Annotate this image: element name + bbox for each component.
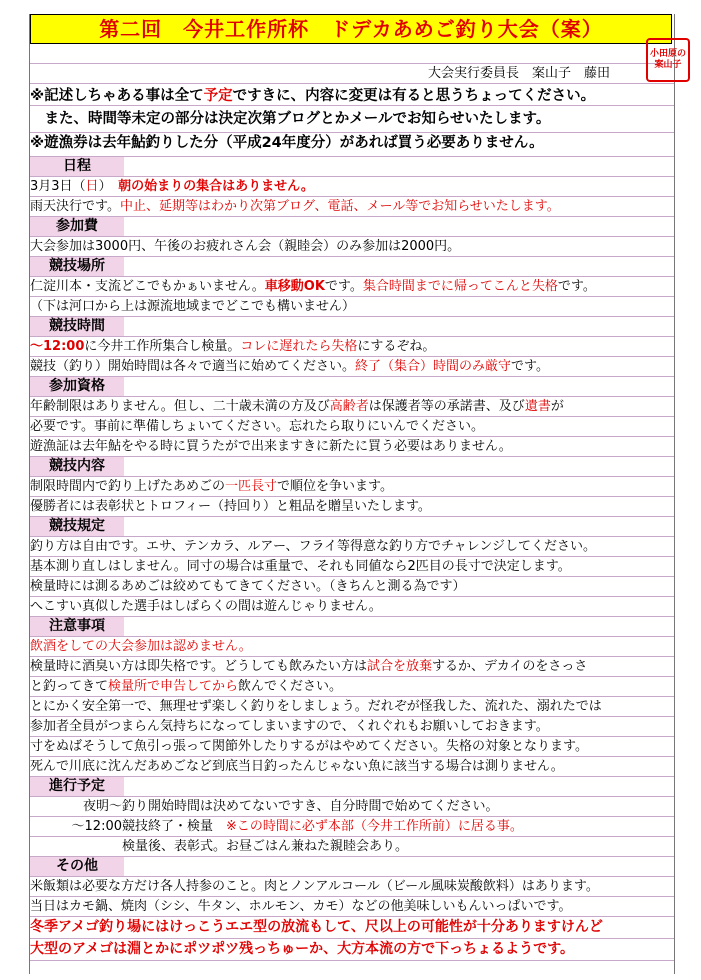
- time-line-2: [30, 357, 674, 377]
- schedule-line-2: [30, 197, 674, 217]
- section-header: 日程: [30, 157, 124, 176]
- section-plan-header-row: [30, 777, 674, 797]
- note-text: また、時間等未定の部分は決定次第ブログとかメールでお知らせいたします。: [30, 111, 551, 127]
- text: です。: [557, 279, 596, 294]
- section-content-header-row: [30, 457, 674, 477]
- other-line-1: 米飯類は必要な方だけ各人持参のこと。肉とノンアルコール（ビール風味炭酸飲料）はあります。: [30, 877, 674, 897]
- document-page: [29, 14, 675, 974]
- page-title: 第二回 今井工作所杯 ドデカあめご釣り大会（案）: [30, 14, 672, 44]
- text: 仁淀川本・支流どこでもかぁいません。: [30, 279, 265, 294]
- venue-line-1: [30, 277, 674, 297]
- text: にするぞね。: [357, 339, 436, 354]
- caution-line-5: 参加者全員がつまらん気持ちになってしまいますので、くれぐれもお願いしておきます。: [30, 717, 674, 737]
- text: 3月3日（: [30, 179, 86, 194]
- rules-line-1: 釣り方は自由です。エサ、テンカラ、ルアー、フライ等得意な釣り方でチャレンジしてください。: [30, 537, 674, 557]
- plan-desc: 釣り開始時間は決めてないですき、自分時間で始めてください。: [122, 799, 499, 814]
- section-header: 競技場所: [30, 257, 124, 276]
- text: 制限時間内で釣り上げたあめごの: [30, 479, 226, 494]
- caution-line-6: 寸をぬばそうして魚引っ張って関節外したりするがはやめてください。失格の対象となります。: [30, 737, 674, 757]
- text: 検量時に酒臭い方は即失格です。どうしても飲みたい方は: [30, 659, 367, 674]
- text-red: 日: [85, 179, 99, 194]
- text-red: 試合を放棄: [366, 659, 432, 674]
- text: 雨天決行です。: [30, 199, 120, 214]
- time-line-1: [30, 337, 674, 357]
- text-red: 終了（集合）時間のみ厳守: [355, 359, 512, 374]
- text-red: 集合時間までに帰ってこんと失格: [362, 279, 558, 294]
- section-header: 競技内容: [30, 457, 124, 476]
- plan-note: ※この時間に必ず本部（今井工作所前）に居る事。: [213, 819, 523, 834]
- text-red: 中止、延期等はわかり次第ブログ、電話、メール等でお知らせいたします。: [119, 199, 560, 214]
- other-line-3: 冬季アメゴ釣り場にはけっこうエエ型の放流もして、尺以上の可能性が十分ありますけんど: [30, 917, 674, 939]
- venue-line-2: （下は河口から上は源流地域までどこでも構いません）: [30, 297, 674, 317]
- content-line-2: 優勝者には表彰状とトロフィー（持回り）と粗品を贈呈いたします。: [30, 497, 674, 517]
- section-header: 進行予定: [30, 777, 124, 796]
- caution-line-4: とにかく安全第一で、無理せず楽しく釣りをしましょう。だれぞが怪我した、流れた、溺れたでは: [30, 697, 674, 717]
- text: と釣ってきて: [30, 679, 109, 694]
- text: ）: [98, 179, 119, 194]
- section-header: 注意事項: [30, 617, 124, 636]
- section-time-header-row: [30, 317, 674, 337]
- caution-line-7: 死んで川底に沈んだあめごなど到底当日釣ったんじゃない魚に該当する場合は測りません。: [30, 757, 674, 777]
- text-red: 検量所で申告してから: [108, 679, 239, 694]
- text: に今井工作所集合し検量。: [84, 339, 241, 354]
- section-schedule-header-row: [30, 157, 674, 177]
- section-header: その他: [30, 857, 124, 876]
- section-header: 参加資格: [30, 377, 124, 396]
- section-rules-header-row: [30, 517, 674, 537]
- text-red: 高齢者: [329, 399, 369, 414]
- text: で順位を争います。: [277, 479, 393, 494]
- section-caution-header-row: [30, 617, 674, 637]
- note-highlight: 予定: [203, 88, 233, 104]
- text: 競技（釣り）開始時間は各々で適当に始めてください。: [30, 359, 356, 374]
- text-red-bold: ～12:00: [30, 339, 85, 354]
- section-fee-header-row: [30, 217, 674, 237]
- hanko-stamp: [646, 38, 694, 84]
- schedule-line-1: [30, 177, 674, 197]
- section-other-header-row: [30, 857, 674, 877]
- content-line-1: [30, 477, 674, 497]
- section-qual-header-row: [30, 377, 674, 397]
- plan-line-3: [30, 837, 674, 857]
- text-red: コレに遅れたら失格: [240, 339, 358, 354]
- note-line-2: [30, 109, 674, 133]
- caution-line-3: [30, 677, 674, 697]
- text: するか、デカイのをさっさ: [431, 659, 588, 674]
- text-red-bold: 朝の始まりの集合はありません。: [118, 179, 314, 194]
- section-header: 競技規定: [30, 517, 124, 536]
- caution-line-1: 飲酒をしての大会参加は認めません。: [30, 637, 674, 657]
- section-header: 参加費: [30, 217, 124, 236]
- qual-line-3: 遊漁証は去年鮎をやる時に買うたがで出来ますきに新たに買う必要はありません。: [30, 437, 674, 457]
- plan-desc: 検量後、表彰式。お昼ごはん兼ねた親睦会あり。: [122, 839, 409, 854]
- other-line-4: 大型のアメゴは淵とかにポツポツ残っちゅーか、大方本流の方で下っちょるようです。: [30, 939, 674, 961]
- text: です。: [511, 359, 549, 374]
- section-header: 競技時間: [30, 317, 124, 336]
- text: です。: [324, 279, 363, 294]
- plan-time: ～12:00: [71, 819, 122, 834]
- author-line: 大会実行委員長 案山子 藤田: [30, 64, 674, 84]
- note-line-1: [30, 86, 674, 106]
- text-red: 一匹長寸: [225, 479, 278, 494]
- qual-line-1: [30, 397, 674, 417]
- rules-line-3: 検量時には測るあめごは絞めてもてきてください。（きちんと測る為です）: [30, 577, 674, 597]
- blank-row: [30, 44, 674, 64]
- note-text: ※遊漁券は去年鮎釣りした分（平成24年度分）があれば買う必要ありません。: [30, 135, 544, 151]
- fee-line-1: 大会参加は3000円、午後のお疲れさん会（親睦会）のみ参加は2000円。: [30, 237, 674, 257]
- rules-line-2: 基本測り直しはしません。同寸の場合は重量で、それも同値なら2匹目の長寸で決定します。: [30, 557, 674, 577]
- text-red-bold: 車移動OK: [264, 279, 325, 294]
- qual-line-2: 必要です。事前に準備しちょいてください。忘れたら取りにいんでください。: [30, 417, 674, 437]
- stamp-seal: 小田原の案山子: [646, 38, 690, 82]
- note-line-3: [30, 133, 674, 157]
- text: 年齢制限はありません。但し、二十歳未満の方及び: [30, 399, 330, 414]
- note-text: ですきに、内容に変更は有ると思うちょってください。: [232, 88, 596, 104]
- plan-line-2: [30, 817, 674, 837]
- text: が: [550, 399, 564, 414]
- caution-line-2: [30, 657, 674, 677]
- section-venue-header-row: [30, 257, 674, 277]
- plan-line-1: [30, 797, 674, 817]
- plan-time: 夜明～: [82, 799, 122, 814]
- text: 飲んでください。: [238, 679, 343, 694]
- text: は保護者等の承諾書、及び: [368, 399, 525, 414]
- text-red: 遺書: [524, 399, 551, 414]
- rules-line-4: へこすい真似した選手はしばらくの間は遊んじゃりません。: [30, 597, 674, 617]
- note-text: ※記述しちゃある事は全て: [30, 88, 204, 104]
- plan-desc: 競技終了・検量: [122, 819, 214, 834]
- other-line-2: 当日はカモ鍋、焼肉（シシ、牛タン、ホルモン、カモ）などの他美味しいもんいっぱいです。: [30, 897, 674, 917]
